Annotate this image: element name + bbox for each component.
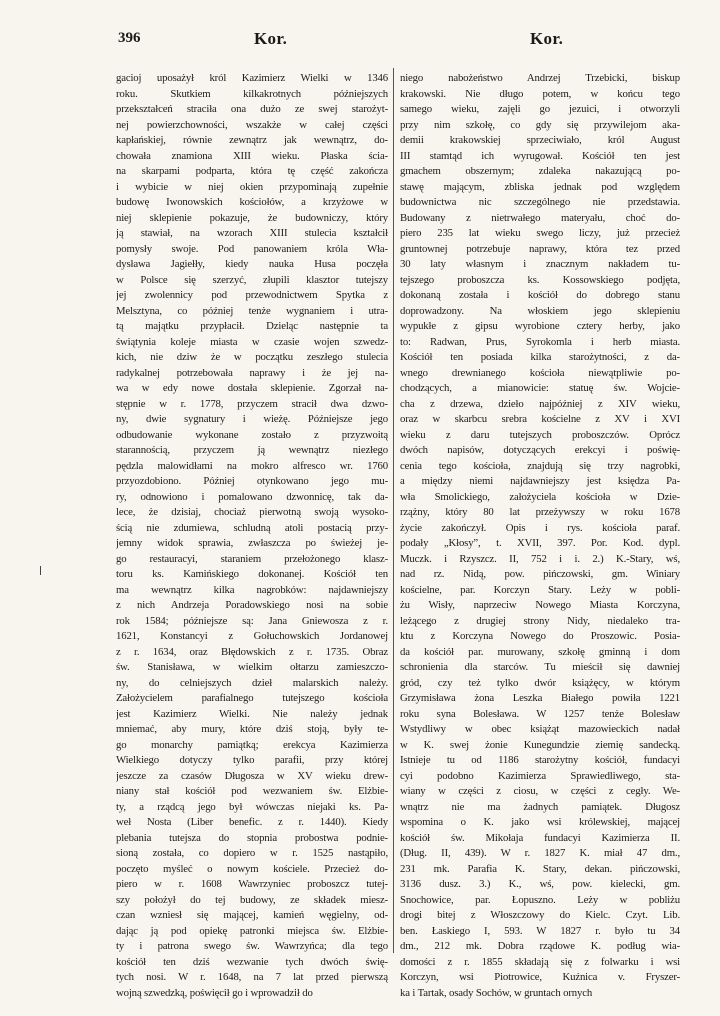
text-line: cyi podobno Kazimierza Sprawiedliwego, sta- [400, 769, 680, 782]
text-line: domości z r. 1855 składają się z folwarku i wsi [400, 955, 680, 968]
text-line: wypukłe z gipsu wyrobione cztery herby, jako [400, 320, 680, 332]
text-line: radykalnej potrzebowała naprawy i że jej na- [116, 366, 388, 379]
text-line: a między niemi najdawniejszy jest księdza Pa- [400, 475, 680, 487]
text-line: budowę Iwonowskich kościołów, a krzyżowe w [116, 196, 388, 208]
text-line: pędzla malowidłami na mokro alfresco wr. 1760 [116, 459, 388, 472]
text-line: odbudowanie wykonane zostało z przyzwoitą [116, 428, 388, 441]
column-divider [393, 68, 394, 953]
text-line: wspomina o K. jako wsi królewskiej, mającej [400, 816, 680, 828]
text-line: kich, nie dziw że w początku zeszłego stulecia [116, 351, 388, 363]
text-line: stawę mającym, zbliska jednak pod względem [400, 180, 680, 193]
text-line: jemny widok sprawia, zwłaszcza po świeżej je- [116, 537, 388, 549]
text-line: gruntownej potrzebuje naprawy, która tez przed [400, 242, 680, 255]
text-line: gmachem obszernym; zdaleka nakazującą po- [400, 165, 680, 177]
text-line: piero 235 lat wieku swego liczy, już przecież [400, 227, 680, 239]
text-line: budownictwa nic szczególnego nie przedstawia. [400, 196, 680, 208]
text-line: krakowski. Nie długo potem, w końcu tego [400, 87, 680, 100]
text-line: z r. 1634, oraz Błędowskich z r. 1735. Obraz [116, 645, 388, 658]
text-line: mniemać, aby mury, które dziś stoją, były te- [116, 723, 388, 735]
text-line: doprowadzony. Na włoskiem jego sklepieniu [400, 304, 680, 317]
text-line: dwóch napisów, dotyczących erekcyi i poświę- [400, 444, 680, 456]
text-line: Wstydliwy w obec książąt mazowieckich nadał [400, 723, 680, 735]
text-line: roku syna Bolesława. W 1257 tenże Bolesław [400, 707, 680, 720]
text-line: Kościół ten posiada kilka starożytności, z da- [400, 351, 680, 363]
text-line: św. Stanisława, w wielkim ołtarzu zamieszczo- [116, 661, 388, 673]
text-line: drogi bitej z Włoszczowy do Kielc. Czyt. Lib. [400, 909, 680, 921]
text-line: Korczyn, wsi Piotrowice, Kuźnica v. Fryszer- [400, 971, 680, 983]
page-number: 396 [118, 30, 141, 46]
text-line: weł Nosta (Liber benefic. z r. 1440). Kiedy [116, 816, 388, 828]
text-line: wła Smolickiego, założyciela kościoła w Dzie- [400, 490, 680, 503]
text-line: chodzących, a mianowicie: statuę św. Wojcie- [400, 382, 680, 394]
text-line: lece, że dzisiaj, chociaż pierwotną swoją wysoko- [116, 506, 388, 518]
text-line: roku. Skutkiem kilkakrotnych późniejszych [116, 87, 388, 100]
text-line: ma wewnątrz kilka nagrobków: najdawniejszy [116, 583, 388, 596]
text-line: ny, dwie sygnatury i wieżę. Późniejsze jego [116, 413, 388, 425]
text-line: tych nosi. W r. 1648, na 7 lat przed pierwszą [116, 971, 388, 983]
text-line: szy położył do tej budowy, ze składek miesz- [116, 893, 388, 906]
left-text-column [116, 71, 388, 1001]
text-line: Założycielem parafialnego tutejszego kościoła [116, 692, 388, 704]
text-line: kapłańskiej, równie zewnątrz jak wewnątrz, do- [116, 134, 388, 146]
right-text-column [400, 71, 680, 1001]
text-line: ktu z Korczyna Nowego do Proszowic. Posia- [400, 630, 680, 642]
text-line: Wielkiego dotyczy tylko parafii, przy której [116, 754, 388, 766]
margin-mark [40, 566, 41, 575]
text-line: wa w edy nowe dostała sklepienie. Zgorzał na- [116, 382, 388, 394]
text-line: w K. swej żonie Kunegundzie ziemię sandecką. [400, 738, 680, 751]
text-line: gród, czy też tylko dwór książęcy, w którym [400, 676, 680, 689]
text-line: niego nabożeństwo Andrzej Trzebicki, biskup [400, 72, 680, 84]
text-line: rzążny, który 80 lat przeżywszy w roku 1678 [400, 506, 680, 518]
text-line: chowała znamiona XIII wieku. Płaska ścia- [116, 149, 388, 162]
text-line: dysława Jagiełły, kiedy nauka Husa poczęła [116, 258, 388, 270]
text-line: dokonaną została i kościół do dobrego stanu [400, 289, 680, 301]
text-line: niej sklepienie pokazuje, że budowniczy, który [116, 211, 388, 224]
text-line: ją stawiał, na wzorach XIII stulecia kształcił [116, 227, 388, 239]
text-line: gacioj uposażył król Kazimierz Wielki w 1346 [116, 72, 388, 84]
text-line: wnątrz nie ma żadnych pamiątek. Długosz [400, 800, 680, 813]
text-line: ny, do celniejszych dzieł malarskich należy. [116, 676, 388, 689]
text-line: 30 laty własnym i znacznym nakładem tu- [400, 258, 680, 270]
text-line: ry, odnowiono i pomalowano dzwonnicę, tak da- [116, 490, 388, 503]
text-line: wnego drewnianego kościoła niewątpliwie po- [400, 366, 680, 379]
text-line: go monarchy pamiątką; erekcya Kazimierza [116, 738, 388, 751]
text-line: oraz w skarbcu srebra kościelne z XV i XVI [400, 413, 680, 425]
text-line: dm., 212 mk. Dobra rządowe K. podług wia- [400, 940, 680, 952]
text-line: kościół św. Mikołaja fundacyi Kazimierza II. [400, 831, 680, 844]
text-line: niany stał kościół pod wezwaniem św. Elżbie- [116, 785, 388, 797]
text-line: nej powierzchowności, wszakże w całej części [116, 118, 388, 131]
text-line: Grzymisława żona Leszka Białego powiła 1221 [400, 692, 680, 704]
text-line: III stamtąd ich wyrugował. Kościół ten jest [400, 149, 680, 162]
text-line: 3136 dusz. 3.) K., wś, pow. kielecki, gm. [400, 878, 680, 890]
text-line: da kościół par. murowany, szkołę gminną i dom [400, 645, 680, 658]
text-line: przy nim szkołę, co gdy się przywilejom aka- [400, 118, 680, 131]
text-line: Melsztyna, co później tenże wygnaniem i utra- [116, 304, 388, 317]
text-line: świątynia koleje miasta w czasie wojen szwedz- [116, 335, 388, 348]
text-line: życie zakończył. Opis i rys. kościoła paraf. [400, 521, 680, 534]
text-line: wojną szwedzką, poświęcił go i wprowadził do [116, 986, 313, 999]
text-line: 1621, Konstancyi z Gołuchowskich Jordanowej [116, 630, 388, 642]
text-line: go restauracyi, staraniem przełożonego klasz- [116, 552, 388, 565]
text-line: w Polsce się szerzyć, złupili klasztor tutejszy [116, 273, 388, 286]
text-line: Snochowice, par. Łopuszno. Leży w pobliżu [400, 893, 680, 906]
text-line: plebania tutejsza do stopnia probostwa podnie- [116, 831, 388, 844]
text-line: jej zwolennicy pod przewodnictwem Spytka z [116, 289, 388, 301]
text-line: pomysły swoje. Pod panowaniem króla Wła- [116, 242, 388, 255]
text-line: tą majątku przypłacił. Dzieląc następnie ta [116, 320, 388, 332]
text-line: stępnie w r. 1778, przyczem stracił dwa dzwo- [116, 397, 388, 410]
text-line: starannością, przyczem ją wewnątrz niezłego [116, 444, 388, 456]
page-header [0, 30, 720, 54]
text-line: dając ją pod opiekę patronki miejsca św. Elżbie- [116, 924, 388, 937]
text-line: Budowany z nietrwałego materyału, choć do- [400, 211, 680, 224]
text-line: ben. Łaskiego I, 593. W 1827 r. było tu 34 [400, 924, 680, 937]
text-line: sioną została, co dopiero w r. 1525 nastąpiło, [116, 847, 388, 859]
text-line: czan wzniesł się mającej, kamień węgielny, od- [116, 909, 388, 921]
text-line: rok 1584; późniejsze są: Jana Gniewosza z r. [116, 614, 388, 627]
text-line: podały „Kłosy”, t. XVII, 397. Por. Kod. dypl. [400, 537, 680, 549]
text-line: Muczk. i Rzyszcz. II, 752 i i. 2.) K.-Stary, wś, [400, 552, 680, 565]
text-line: przekształceń straciła ona dużo ze swej starożyt- [116, 103, 388, 115]
text-line: cenia tego kościoła, znajdują się trzy nagrobki, [400, 459, 680, 472]
text-line: samego wieku, zajęli go jezuici, i otworzyli [400, 103, 680, 115]
text-line: tejszego proboszcza ks. Kossowskiego podjęta, [400, 273, 680, 286]
text-line: 231 mk. Parafia K. Stary, dekan. pińczowski, [400, 862, 680, 875]
text-line: jest Kazimierz Wielki. Nie należy jednak [116, 707, 388, 720]
text-line: i wybicie w niej okien przypominają zupełnie [116, 180, 388, 193]
text-line: kościół ten dziś wezwanie tych dwóch świę- [116, 955, 388, 968]
running-head-right: Kor. [530, 29, 564, 48]
text-line: wiany w części z ciosu, w części z cegły. We- [400, 785, 680, 797]
text-line: przyozdobiono. Później otynkowano jego mu- [116, 475, 388, 487]
text-line: to: Radwan, Prus, Syrokomla i herb miasta. [400, 335, 680, 348]
text-line: ścią nie zdumiewa, schludną atoli postacią przy- [116, 521, 388, 534]
text-line: cha z drzewa, dzieło najpóźniej z XIV wieku, [400, 397, 680, 410]
text-line: z nich Andrzeja Poradowskiego nosi na sobie [116, 599, 388, 611]
text-line: (Dług. II, 439). W r. 1827 K. miał 47 dm., [400, 847, 680, 859]
text-line: ka i Tartak, osady Sochów, w gruntach ornych [400, 986, 593, 999]
text-line: demii krakowskiej sprzeciwiało, król August [400, 134, 680, 146]
text-line: ty, a rządcą jego był wówczas niejaki ks. Pa- [116, 800, 388, 813]
text-line: toru ks. Kamińskiego dokonanej. Kościół ten [116, 568, 388, 580]
text-line: wieku z daru tutejszych proboszczów. Oprócz [400, 428, 680, 441]
text-line: Istnieje tu od 1186 starożytny kościół, fundacyi [400, 754, 680, 766]
text-line: leżącego z drugiej strony Nidy, niedaleko tra- [400, 614, 680, 627]
running-head-left: Kor. [254, 29, 288, 48]
text-line: piero w r. 1608 Wawrzyniec proboszcz tutej- [116, 878, 388, 890]
text-line: schronienia dla starców. Tu mieścił się dawniej [400, 661, 680, 673]
text-line: na skarpami podparta, która tę część zakończa [116, 165, 388, 177]
text-line: ty i patrona swego św. Wawrzyńca; dla tego [116, 940, 388, 952]
text-line: żu Wisły, naprzeciw Nowego Miasta Korczyna, [400, 599, 680, 611]
text-line: nad rz. Nidą, pow. pińczowski, gm. Winiary [400, 568, 680, 580]
text-line: kościelne, par. Korczyn Stary. Leży w pobli- [400, 583, 680, 596]
text-line: poczęto myśleć o nowym kościele. Przecież do- [116, 862, 388, 875]
text-line: jeszcze za czasów Długosza w XV wieku drew- [116, 769, 388, 782]
